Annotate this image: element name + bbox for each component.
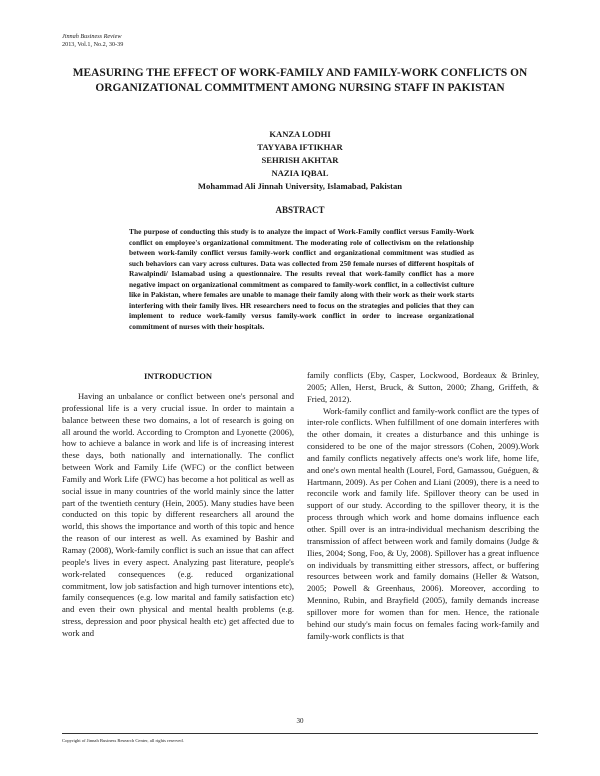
author-name: TAYYABA IFTIKHAR [257,142,343,152]
journal-header [62,33,123,49]
paper-title: MEASURING THE EFFECT OF WORK-FAMILY AND FAMILY-WORK CONFLICTS ON ORGANIZATIONAL COMMITMENT AMONG NURSING STAFF IN PAKISTAN [72,67,528,95]
author-block [60,128,540,193]
page-number: 30 [296,717,304,725]
affiliation: Mohammad Ali Jinnah University, Islamabad, Pakistan [197,181,403,191]
right-column [307,370,539,642]
body-paragraph: Work-family conflict and family-work conflict are the types of inter-role conflicts. When fulfillment of one domain interferes with the other domain, it creates a disturbance and this unhinge is considered to be one of the major stressors (Cohen, 2009).Work and family conflicts negatively affects one's work life, home life, and one's own mental health (Lourel, Ford, Gamassou, Guéguen, & Hartmann, 2009). As per Cohen and Liani (2009), there is a need to reconcile work and family life. Spillover theory can be used in support of our study. According to the spillover theory, it is the process through which work and home domains influence each other. Spill over is an intra-individual mechanism describing the transmission of affect between work and family domains (Judge & Ilies, 2004; Song, Foo, & Uy, 2008). Spillover has a great influence on individuals by transmitting either stressors, affect, or buffering resources between work and family domains (Heller & Watson, 2005; Powell & Greenhaus, 2006). Moreover, according to Mennino, Rubin, and Brayfield (2005), family demands increase spillover more for women than for men. Hence, the rationale behind our study's main focus on females facing work-family and family-work conflicts is that [307,405,539,641]
copyright-notice: Copyright of Jinnah Business Research Center, all rights reserved. [62,738,184,743]
journal-name: Jinnah Business Review [62,33,122,40]
introduction-heading: INTRODUCTION [143,371,212,381]
author-name: KANZA LODHI [269,129,331,139]
journal-volume: 2013, Vol.1, No.2, 30-39 [62,41,124,48]
abstract-text: The purpose of conducting this study is to analyze the impact of Work-Family conflict versus Family-Work conflict on employee's organizational commitment. The moderating role of collectivism on the relationship between work-family conflict versus family-work conflict and organizational commitment was studied as such behaviors can vary across cultures. Data was collected from 250 female nurses of different hospitals of Rawalpindi/ Islamabad using a questionnaire. The results reveal that work-family conflict has a more negative impact on organizational commitment as compared to family-work conflict, in a collectivist culture like in Pakistan, where females are unable to manage their family along with their work as their work starts interfering with their family lives. HR researchers need to focus on the strategies and policies that they can implement to reduce work-family versus family-work conflict in order to increase organizational commitment of nurses with their hospitals. [129,227,474,331]
body-paragraph-continued: family conflicts (Eby, Casper, Lockwood, Bordeaux & Brinley, 2005; Allen, Herst, Bruck, & Sutton, 2000; Zhang, Griffeth, & Fried, 2012). [307,370,539,404]
abstract-heading: ABSTRACT [275,205,325,215]
footer-divider [62,733,538,734]
left-column [62,391,294,640]
body-paragraph: Having an unbalance or conflict between one's personal and professional life is a very crucial issue. In order to maintain a balance between these two domains, a lot of research is going on all around the world. According to Crompton and Lyonette (2006), how to achieve a balance in work and life is of increasing interest these days, both nationally and internationally. The conflict between Work and Family Life (WFC) or the conflict between Family and Work Life (FWC) has become a hot political as well as social issue in many countries of the world mainly since the latter part of the twentieth century (Hein, 2005). Many studies have been conducted on this topic by different researchers all around the world, this shows the importance and worth of this topic and hence the reason of our interest as well. As examined by Bashir and Ramay (2008), Work-family conflict is such an issue that can affect people's lives in every aspect. Analyzing past literature, people's work-related consequences (e.g. reduced organizational commitment, low job satisfaction and high turnover intentions etc), family consequences (e.g. low marital and family satisfaction etc) and even their own physical and mental health problems (e.g. stress, depression and poor physical health etc) get affected due to work and [62,391,294,638]
author-name: NAZIA IQBAL [271,168,329,178]
author-name: SEHRISH AKHTAR [261,155,339,165]
